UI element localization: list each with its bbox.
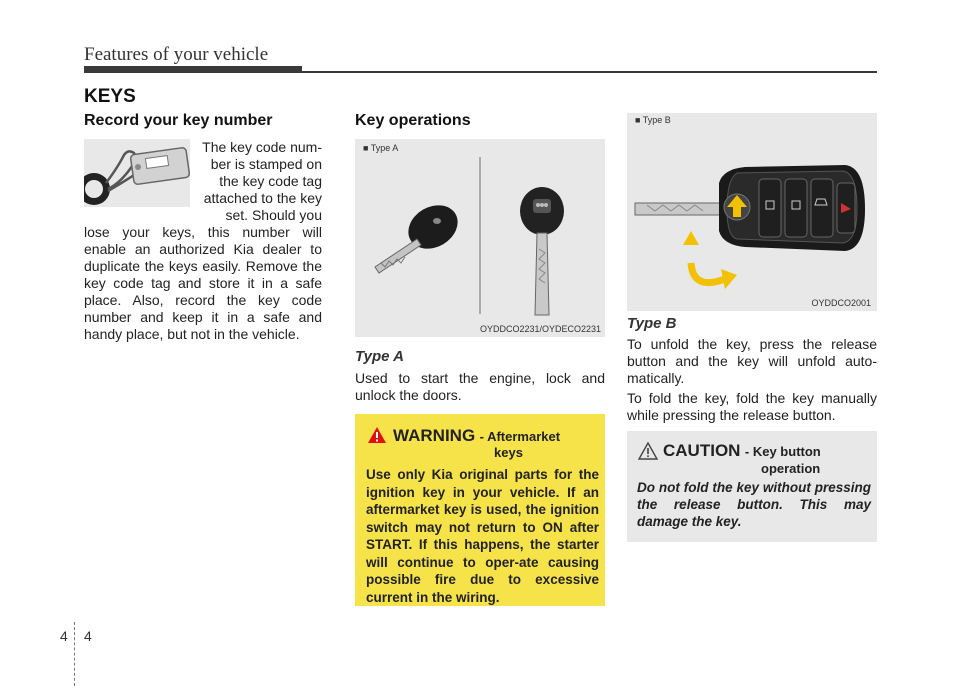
warning-title (393, 426, 593, 460)
type-b-heading: Type B (627, 315, 677, 332)
warning-label: WARNING (393, 426, 476, 445)
type-a-text: Used to start the engine, lock and unlock the doors. (355, 370, 605, 403)
header-title: Features of your vehicle (84, 44, 269, 65)
type-a-heading: Type A (355, 348, 404, 365)
page-number: 4 (84, 628, 92, 644)
page-section: 4 (60, 628, 68, 644)
section-title: KEYS (84, 86, 136, 107)
warning-text: Use only Kia original parts for the ignition key in your vehicle. If an aftermarket key is used, the ignition switch may not return to ON after START. If this happens, the starter will continue to oper-ate causing possible fire due to excessive current in the wiring. (366, 467, 599, 605)
caution-box (627, 431, 877, 542)
type-a-caption: ■ Type A (363, 143, 399, 153)
record-heading: Record your key number (84, 112, 273, 129)
record-intro-line: set. Should you (225, 207, 322, 223)
operations-heading: Key operations (355, 112, 471, 129)
type-b-caption: ■ Type B (635, 115, 671, 125)
record-intro-line: attached to the key (203, 190, 322, 206)
warning-subtitle: - Aftermarket (479, 429, 561, 444)
header-rule (84, 71, 877, 73)
caution-title (663, 441, 873, 476)
caution-label: CAUTION (663, 441, 741, 460)
warning-subtitle-cont: keys (494, 445, 523, 460)
caution-icon (638, 442, 658, 460)
type-b-text-fold: To fold the key, fold the key manually while pressing the release button. (627, 390, 877, 423)
record-intro (198, 139, 322, 224)
record-intro-line: the key code tag (219, 173, 322, 189)
caution-text: Do not fold the key without pressing the release button. This may damage the key. (637, 480, 871, 529)
footer-divider (74, 622, 75, 686)
record-intro-line: The key code num- (202, 139, 322, 155)
key-tag-image (84, 139, 190, 207)
warning-icon (367, 426, 387, 444)
type-b-figure-code: OYDDCO2001 (811, 298, 871, 308)
caution-subtitle-cont: operation (761, 461, 821, 476)
type-b-figure (627, 113, 877, 311)
warning-box (355, 414, 605, 606)
record-body: lose your keys, this number will enable an authorized Kia dealer to duplicate the keys easily. Remove the key code tag and store it in a safe place. Also, record the key code number and keep it in a safe and handy place, but not in the vehicle. (84, 224, 322, 342)
type-b-text-unfold: To unfold the key, press the release button and the key will unfold auto-matically. (627, 336, 877, 386)
record-intro-line: ber is stamped on (210, 156, 322, 172)
type-a-figure-code: OYDDCO2231/OYDECO2231 (479, 324, 601, 334)
caution-subtitle: - Key button (744, 444, 821, 459)
type-a-figure (355, 139, 605, 337)
